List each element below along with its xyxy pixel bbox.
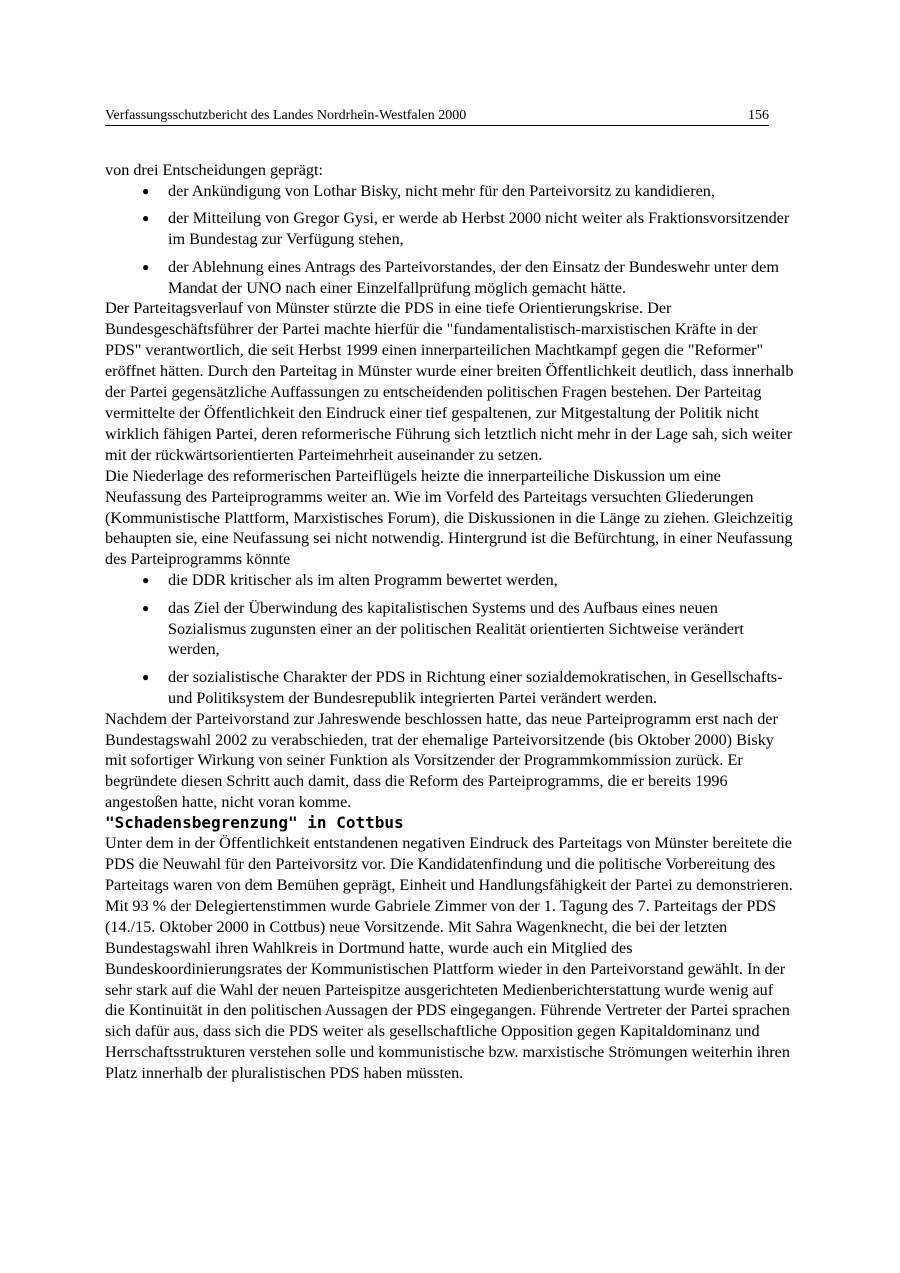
decisions-list — [105, 181, 795, 299]
section-heading: "Schadensbegrenzung" in Cottbus — [105, 813, 404, 833]
list-item — [105, 208, 795, 250]
list-item-text: der sozialistische Charakter der PDS in Richtung einer sozialdemokratischen, in Gesellschafts- und Politiksystem der Bundesrepublik integrierten Partei verändert werden. — [168, 667, 783, 707]
bullet-icon: ● — [142, 600, 150, 615]
header-title: Verfassungsschutzbericht des Landes Nordrhein-Westfalen 2000 — [105, 108, 467, 123]
list-item — [105, 667, 795, 709]
concerns-list — [105, 570, 795, 708]
paragraph-cottbus: Unter dem in der Öffentlichkeit entstandenen negativen Eindruck des Parteitags von Münster bereitete die PDS die Neuwahl für den Parteivorsitz vor. Die Kandidatenfindung und die politische Vorbereitung des Parteitags waren von dem Bemühen geprägt, Einheit und Handlungsfähigkeit der Partei zu demonstrieren. Mit 93 % der Delegiertenstimmen wurde Gabriele Zimmer von der 1. Tagung des 7. Parteitags der PDS (14./15. Oktober 2000 in Cottbus) neue Vorsitzende. Mit Sahra Wagenknecht, die bei der letzten Bundestagswahl ihren Wahlkreis in Dortmund hatte, wurde auch ein Mitglied des Bundeskoordinierungsrates der Kommunistischen Plattform wieder in den Parteivorstand gewählt. In der sehr stark auf die Wahl der neuen Parteispitze ausgerichteten Medienberichterstattung wurde wenig auf die Kontinuität in den politischen Aussagen der PDS eingegangen. Führende Vertreter der Partei sprachen sich dafür aus, dass sich die PDS weiter als gesellschaftliche Opposition gegen Kapitaldominanz und Herrschaftsstrukturen verstehen solle und kommunistische bzw. marxistische Strömungen weiterhin ihren Platz innerhalb der pluralistischen PDS haben müssten. — [105, 834, 793, 1083]
page-header — [105, 107, 769, 126]
list-item-text: der Ankündigung von Lothar Bisky, nicht mehr für den Parteivorsitz zu kandidieren, — [168, 181, 715, 200]
list-item-text: der Ablehnung eines Antrags des Parteivorstandes, der den Einsatz der Bundeswehr unter dem Mandat der UNO nach einer Einzelfallprüfung möglich gemacht hätte. — [168, 257, 779, 297]
bullet-icon: ● — [142, 669, 150, 684]
document-body — [105, 160, 795, 1084]
list-item-text: das Ziel der Überwindung des kapitalistischen Systems und des Aufbaus eines neuen Sozialismus zugunsten einer an der politischen Realität orientierten Sichtweise verändert werden, — [168, 598, 744, 659]
list-item — [105, 181, 795, 202]
bullet-icon: ● — [142, 211, 150, 226]
list-item-text: die DDR kritischer als im alten Programm bewertet werden, — [168, 571, 558, 590]
intro-paragraph: von drei Entscheidungen geprägt: — [105, 161, 324, 179]
bullet-icon: ● — [142, 259, 150, 274]
page-number: 156 — [748, 108, 769, 123]
list-item — [105, 570, 795, 591]
paragraph-bisky-resignation: Nachdem der Parteivorstand zur Jahreswende beschlossen hatte, das neue Parteiprogramm erst nach der Bundestagswahl 2002 zu verabschieden, trat der ehemalige Parteivorsitzende (bis Oktober 2000) Bisky mit sofortiger Wirkung von seiner Funktion als Vorsitzender der Programmkommission zurück. Er begründete diesen Schritt auch damit, dass die Reform des Parteiprogramms, die er bereits 1996 angestoßen hatte, nicht voran komme. — [105, 709, 778, 812]
paragraph-program-discussion: Die Niederlage des reformerischen Parteiflügels heizte die innerparteiliche Diskussion um eine Neufassung des Parteiprogramms weiter an. Wie im Vorfeld des Parteitags versuchten Gliederungen (Kommunistische Plattform, Marxistisches Forum), die Diskussionen in die Länge zu ziehen. Gleichzeitig behaupten sie, eine Neufassung sei nicht notwendig. Hintergrund ist die Befürchtung, in einer Neufassung des Parteiprogramms könnte — [105, 466, 793, 569]
paragraph-crisis: Der Parteitagsverlauf von Münster stürzte die PDS in eine tiefe Orientierungskrise. Der Bundesgeschäftsführer der Partei machte hierfür die "fundamentalistisch-marxistischen Kräfte in der PDS" verantwortlich, die seit Herbst 1999 einen innerparteilichen Machtkampf gegen die "Reformer" eröffnet hätten. Durch den Parteitag in Münster wurde einer breiten Öffentlichkeit deutlich, dass innerhalb der Partei gegensätzliche Auffassungen zu entscheidenden politischen Fragen bestehen. Der Parteitag vermittelte der Öffentlichkeit den Eindruck einer tief gespaltenen, zur Mitgestaltung der Politik nicht wirklich fähigen Partei, deren reformerische Führung sich letztlich nicht mehr in der Lage sah, sich weiter mit der rückwärtsorientierten Parteimehrheit auseinander zu setzen. — [105, 299, 794, 464]
list-item — [105, 257, 795, 299]
list-item-text: der Mitteilung von Gregor Gysi, er werde ab Herbst 2000 nicht weiter als Fraktionsvorsitzender im Bundestag zur Verfügung stehen, — [168, 209, 790, 249]
bullet-icon: ● — [142, 573, 150, 588]
list-item — [105, 598, 795, 661]
bullet-icon: ● — [142, 183, 150, 198]
